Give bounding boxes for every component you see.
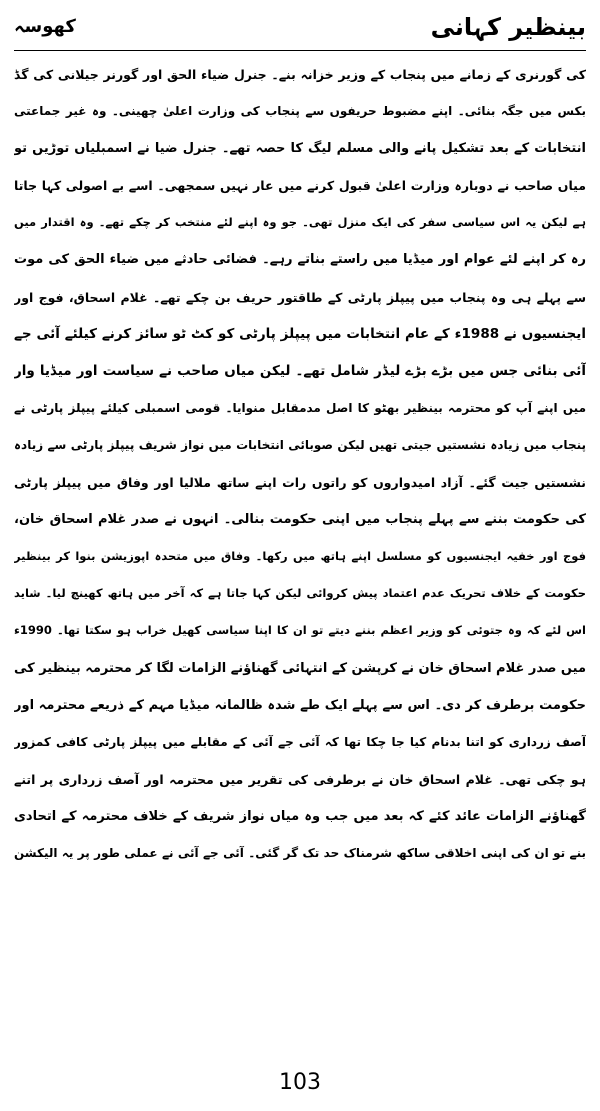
text-line: نشستیں جیت گئے۔ آزاد امیدواروں کو راتوں رات اپنے ساتھ ملالیا اور وفاق میں پیپلز پارٹی	[14, 475, 586, 491]
text-line: انتخابات کے بعد تشکیل پانے والی مسلم لیگ کا حصہ تھے۔ جنرل ضیا نے اسمبلیاں توڑیں تو	[14, 141, 586, 157]
text-line: گھناؤنے الزامات عائد کئے کہ بعد میں جب وہ میاں نواز شریف کے خلاف محترمہ کے اتحادی	[14, 808, 586, 824]
text-line: میاں صاحب نے دوبارہ وزارت اعلیٰ قبول کرنے میں عار نہیں سمجھی۔ اسے بے اصولی کہا جاتا	[14, 178, 586, 194]
text-line: آئی بنائی جس میں بڑے بڑے لیڈر شامل تھے۔ لیکن میاں صاحب نے سیاست اور میڈیا وار	[14, 362, 586, 379]
text-line: کی گورنری کے زمانے میں پنجاب کے وزیر خزانہ بنے۔ جنرل ضیاء الحق اور گورنر جیلانی کی گڈ	[14, 67, 586, 82]
book-title: بینظیر کہانی	[430, 13, 586, 41]
text-line: پنجاب میں زیادہ نشستیں جیتی تھیں لیکن صوبائی انتخابات میں نواز شریف پیپلز پارٹی سے زیادہ	[14, 437, 586, 452]
text-line: ہو چکی تھی۔ غلام اسحاق خان نے برطرفی کی تقریر میں محترمہ اور آصف زرداری پر اتنے	[14, 771, 586, 787]
text-line: ایجنسیوں نے 1988ء کے عام انتخابات میں پیپلز پارٹی کو کٹ ٹو سائز کرنے کیلئے آئی جے	[14, 325, 586, 342]
header-rule	[14, 50, 586, 51]
text-line: سے پہلے ہی وہ پنجاب میں پیپلز پارٹی کے طاقتور حریف بن چکے تھے۔ غلام اسحاق، فوج اور	[14, 289, 586, 305]
author-name: کھوسہ	[14, 16, 76, 37]
text-line: اس لئے کہ وہ جتوئی کو وزیر اعظم بننے دیتے تو ان کا اپنا سیاسی کھیل خراب ہو سکتا تھا۔ 1990ء	[14, 623, 586, 638]
page-header	[14, 8, 586, 50]
text-line: میں صدر غلام اسحاق خان نے کرپشن کے انتہائی گھناؤنے الزامات لگا کر محترمہ بینظیر کی	[14, 660, 586, 676]
text-line: حکومت برطرف کر دی۔ اس سے پہلے ایک طے شدہ ظالمانہ میڈیا مہم کے ذریعے محترمہ اور	[14, 697, 586, 713]
text-line: کی حکومت بننے سے پہلے پنجاب میں اپنی حکومت بنالی۔ انہوں نے صدر غلام اسحاق خان،	[14, 512, 586, 528]
text-line: میں اپنے آپ کو محترمہ بینظیر بھٹو کا اصل مدمقابل منوایا۔ قومی اسمبلی کیلئے پیپلز پارٹی نے	[14, 400, 586, 415]
text-line: آصف زرداری کو اتنا بدنام کیا جا چکا تھا کہ آئی جے آئی کے مقابلے میں پیپلز پارٹی کافی کمزور	[14, 734, 586, 749]
text-line: بکس میں جگہ بنائی۔ اپنے مضبوط حریفوں سے پنجاب کی وزارت اعلیٰ چھینی۔ وہ غیر جماعتی	[14, 104, 586, 119]
body-text	[14, 56, 586, 872]
text-line: فوج اور خفیہ ایجنسیوں کو مسلسل اپنے ہاتھ میں رکھا۔ وفاق میں متحدہ اپوزیشن بنوا کر بینظیر	[14, 549, 586, 564]
text-line: بنے تو ان کی اپنی اخلاقی ساکھ شرمناک حد تک گر گئی۔ آئی جے آئی نے عملی طور پر یہ الیکشن	[14, 845, 586, 860]
text-line: حکومت کے خلاف تحریک عدم اعتماد پیش کروائی لیکن کہا جاتا ہے کہ آخر میں ہاتھ کھینچ لیا۔ شاید	[14, 586, 586, 601]
page-number: 103	[279, 1070, 321, 1095]
text-line: رہ کر اپنے لئے عوام اور میڈیا میں راستے بناتے رہے۔ فضائی حادثے میں ضیاء الحق کی موت	[14, 252, 586, 268]
text-line: ہے لیکن یہ اس سیاسی سفر کی ایک منزل تھی۔ جو وہ اپنے لئے منتخب کر چکے تھے۔ وہ اقتدار میں	[14, 215, 586, 230]
